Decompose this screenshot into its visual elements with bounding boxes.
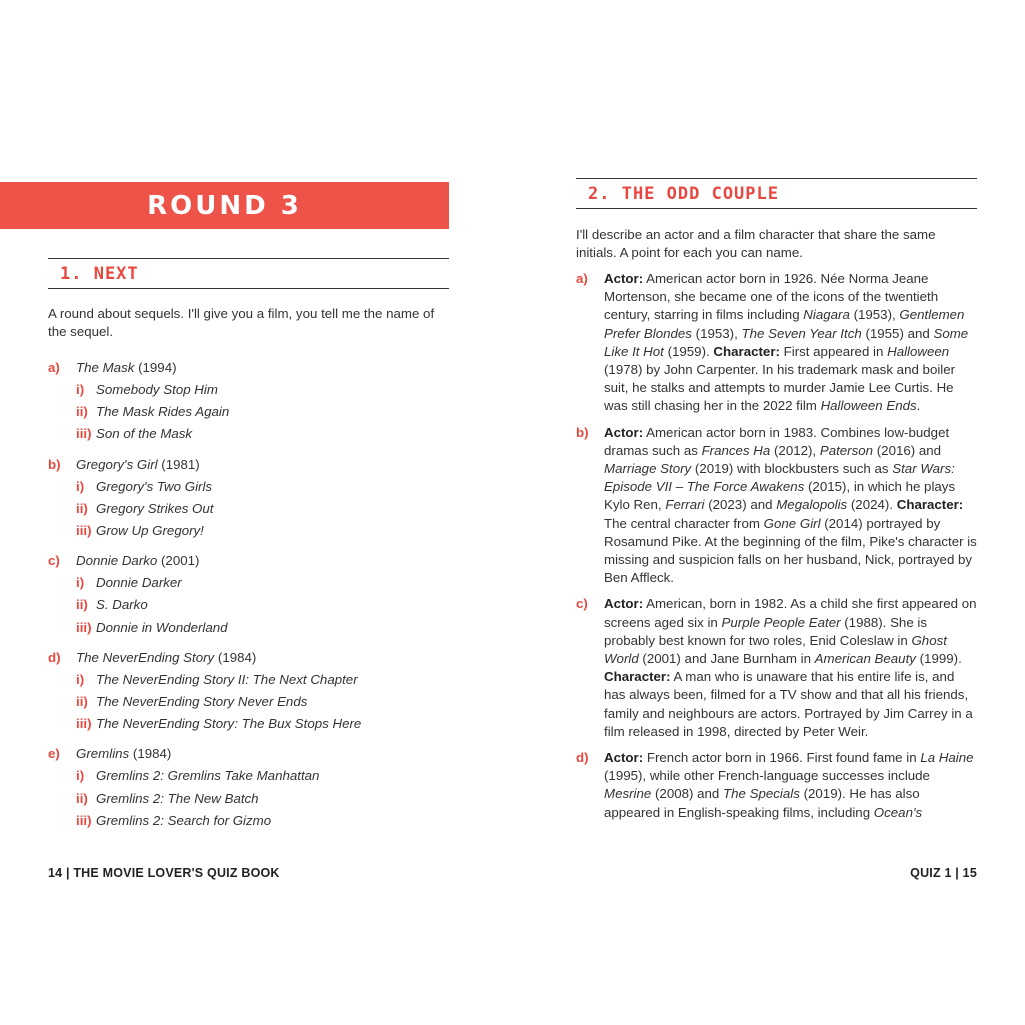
answer-option [76, 691, 468, 713]
clue-item [576, 595, 978, 741]
clue-item [576, 270, 978, 416]
answer-option [76, 810, 468, 832]
answer-option [76, 669, 468, 691]
question-item [48, 647, 468, 669]
option-text: Gremlins 2: Gremlins Take Manhattan [96, 768, 320, 784]
option-numeral: iii) [76, 523, 92, 539]
answer-option [76, 379, 468, 401]
clue-text: Actor: American, born in 1982. As a child she first appeared on screens aged six in Purple People Eater (1988). She is probably best known for two roles, Enid Coleslaw in Ghost World (2001) and Jane Burnham in American Beauty (1999). Character: A man who is unaware that his entire life is, and has always been, filmed for a TV show and that all his friends, family and neighbours are actors. Portrayed by Jim Carrey in a film released in 1998, directed by Peter Weir. [604, 596, 977, 739]
answer-option [76, 476, 468, 498]
section-title-odd-couple: 2. THE ODD COUPLE [576, 178, 977, 209]
option-text: Son of the Mask [96, 426, 193, 442]
clue-letter: c) [576, 596, 588, 612]
question-item [48, 743, 468, 765]
option-text: The NeverEnding Story II: The Next Chapter [96, 671, 358, 687]
option-numeral: ii) [76, 597, 88, 613]
question-film-title: Gremlins [76, 746, 130, 762]
option-text: S. Darko [96, 597, 148, 613]
right-page [512, 0, 1025, 1025]
clue-letter: d) [576, 750, 589, 766]
question-letter: b) [48, 456, 61, 472]
question-letter: c) [48, 553, 60, 569]
question-film-title: Donnie Darko [76, 553, 158, 569]
question-item [48, 550, 468, 572]
intro-text: I'll describe an actor and a film character that share the same initials. A point for each you can name. [576, 227, 936, 260]
option-text: Gregory's Two Girls [96, 478, 213, 494]
question-letter: d) [48, 649, 61, 665]
answer-option [76, 594, 468, 616]
question-list [48, 357, 468, 832]
answer-option [76, 520, 468, 542]
option-numeral: i) [76, 671, 85, 687]
option-text: Somebody Stop Him [96, 382, 218, 397]
option-text: The Mask Rides Again [96, 404, 230, 420]
footer-left: 14 | THE MOVIE LOVER'S QUIZ BOOK [48, 866, 280, 880]
option-text: Gremlins 2: Search for Gizmo [96, 812, 272, 828]
clue-text: Actor: American actor born in 1983. Combines low-budget dramas such as Frances Ha (2012), Paterson (2016) and Marriage Story (2019) with blockbusters such as Star Wars: Episode VII – The Force Awakens (2015), in which he plays Kylo Ren, Ferrari (2023) and Megalopolis (2024). Character: The central character from Gone Girl (2014) portrayed by Rosamund Pike. At the beginning of the film, Pike's character is missing and suspicion falls on her husband, Nick, portrayed by Ben Affleck. [604, 424, 977, 586]
answer-option [76, 498, 468, 520]
question-film-year: (1984) [129, 746, 172, 762]
option-text: Gregory Strikes Out [96, 500, 214, 516]
answer-option [76, 617, 468, 639]
question-film-year: (1984) [214, 649, 257, 665]
option-numeral: ii) [76, 500, 88, 516]
option-text: Grow Up Gregory! [96, 523, 204, 539]
clue-letter: a) [576, 271, 588, 286]
question-film-title: Gregory's Girl [76, 456, 158, 472]
option-numeral: i) [76, 575, 85, 591]
option-text: The NeverEnding Story Never Ends [96, 694, 308, 710]
option-numeral: i) [76, 382, 85, 397]
option-numeral: i) [76, 478, 85, 494]
option-numeral: ii) [76, 404, 88, 420]
answer-option [76, 713, 468, 735]
answer-list [576, 270, 978, 830]
question-film-year: (1981) [157, 456, 200, 472]
question-film-title: The NeverEnding Story [76, 649, 215, 665]
answer-option [76, 401, 468, 423]
option-numeral: ii) [76, 694, 88, 710]
option-text: Gremlins 2: The New Batch [96, 790, 259, 806]
question-film-year: (2001) [157, 553, 200, 569]
footer-right: QUIZ 1 | 15 [910, 866, 977, 880]
question-film-title: The Mask [76, 360, 135, 375]
option-numeral: iii) [76, 812, 92, 828]
section-title-next: 1. NEXT [48, 258, 449, 289]
answer-option [76, 572, 468, 594]
option-numeral: iii) [76, 619, 92, 635]
answer-option [76, 765, 468, 787]
round-banner: ROUND 3 [0, 182, 449, 229]
option-text: Donnie Darker [96, 575, 182, 591]
answer-option [76, 423, 468, 445]
question-letter: a) [48, 360, 60, 375]
question-letter: e) [48, 746, 60, 762]
question-film-year: (1994) [134, 360, 177, 375]
option-numeral: iii) [76, 426, 92, 442]
clue-letter: b) [576, 424, 589, 440]
question-item [48, 454, 468, 476]
option-text: The NeverEnding Story: The Bux Stops Here [96, 716, 362, 732]
option-numeral: iii) [76, 716, 92, 732]
option-numeral: ii) [76, 790, 88, 806]
clue-text: Actor: French actor born in 1966. First found fame in La Haine (1995), while other French-language successes include Mesrine (2008) and The Specials (2019). He has also appeared in English-speaking films, including Ocean's [604, 750, 974, 820]
clue-text: Actor: American actor born in 1926. Née Norma Jeane Mortenson, she became one of the icons of the twentieth century, starring in films including Niagara (1953), Gentlemen Prefer Blondes (1953), The Seven Year Itch (1955) and Some Like It Hot (1959). Character: First appeared in Halloween (1978) by John Carpenter. In his trademark mask and boiler suit, he stalks and attempts to murder Jamie Lee Curtis. He was still chasing her in the 2022 film Halloween Ends. [604, 271, 969, 414]
clue-item [576, 749, 978, 822]
answer-option [76, 788, 468, 810]
option-numeral: i) [76, 768, 85, 784]
question-item [48, 357, 468, 379]
intro-text: A round about sequels. I'll give you a film, you tell me the name of the sequel. [48, 306, 435, 339]
option-text: Donnie in Wonderland [96, 619, 228, 635]
left-page [0, 0, 512, 1025]
clue-item [576, 424, 978, 588]
